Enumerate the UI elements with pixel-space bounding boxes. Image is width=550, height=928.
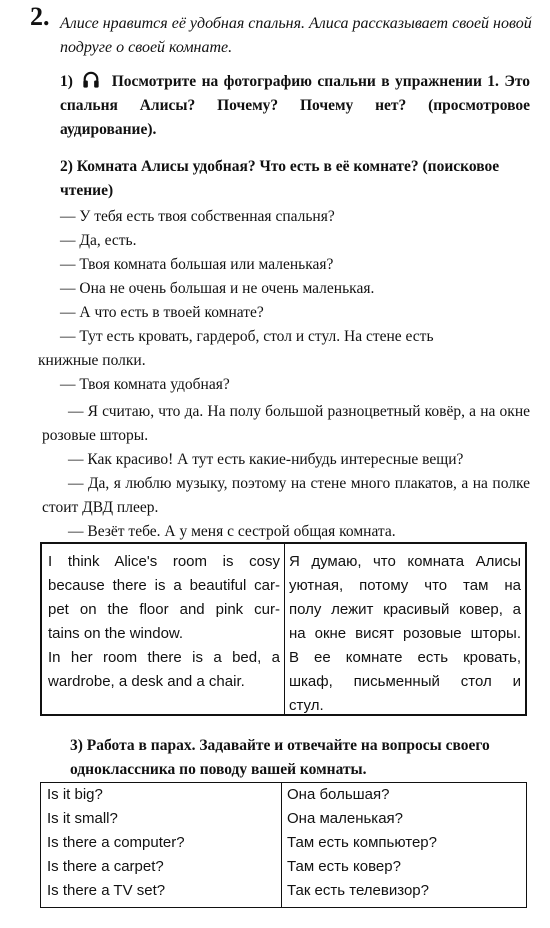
bilingual-table bbox=[40, 542, 527, 716]
english-question: Is there a computer? bbox=[47, 834, 185, 851]
english-question: Is there a carpet? bbox=[47, 858, 164, 875]
task-1-text: Посмотрите на фотографию спальни в упражнении 1. Это спальня Алисы? Почему? Почему нет? (просмотровое аудирование). bbox=[60, 73, 531, 138]
dialogue-paragraph: — Я считаю, что да. На полу большой разноцветный ковёр, а на окне розовые шторы. bbox=[42, 403, 530, 444]
table-row bbox=[41, 831, 526, 855]
table-row bbox=[41, 807, 526, 831]
dialogue-line: книжные полки. bbox=[38, 352, 146, 369]
dialogue-paragraph: — Как красиво! А тут есть какие-нибудь интересные вещи? bbox=[68, 451, 464, 468]
dialogue-part-2 bbox=[42, 400, 530, 544]
english-question: Is it small? bbox=[47, 810, 118, 827]
dialogue-line: — Она не очень большая и не очень маленькая. bbox=[60, 280, 375, 297]
russian-question: Она большая? bbox=[287, 786, 390, 803]
table-row bbox=[41, 855, 526, 879]
russian-column bbox=[289, 550, 521, 718]
english-line: I think Alice's room is cosy bbox=[48, 553, 280, 570]
exercise-number: 2. bbox=[30, 2, 50, 31]
dialogue-line: — Твоя комната большая или маленькая? bbox=[60, 256, 334, 273]
russian-line: уютная, потому что там на bbox=[289, 577, 521, 594]
english-line: because there is a beautiful car- bbox=[48, 577, 280, 594]
english-line: tains on the window. bbox=[48, 625, 184, 642]
task-1-number: 1) bbox=[60, 73, 73, 90]
russian-question: Так есть телевизор? bbox=[287, 882, 429, 899]
table-row bbox=[41, 879, 526, 903]
dialogue-line: — А что есть в твоей комнате? bbox=[60, 304, 264, 321]
headphones-icon bbox=[82, 71, 100, 89]
dialogue-line: — У тебя есть твоя собственная спальня? bbox=[60, 208, 335, 225]
task-1 bbox=[60, 70, 530, 142]
russian-question: Там есть компьютер? bbox=[287, 834, 437, 851]
russian-question: Она маленькая? bbox=[287, 810, 404, 827]
english-line: pet on the floor and pink cur- bbox=[48, 601, 280, 618]
question-table bbox=[40, 782, 527, 908]
column-divider bbox=[284, 544, 285, 714]
english-question: Is it big? bbox=[47, 786, 103, 803]
task-2: 2) Комната Алисы удобная? Что есть в её комнате? (поисковое чтение) bbox=[60, 158, 500, 199]
english-line: In her room there is a bed, a bbox=[48, 649, 280, 666]
task-3: 3) Работа в парах. Задавайте и отвечайте на вопросы своего одноклассника по поводу вашей комнаты. bbox=[70, 737, 490, 778]
russian-line: Я думаю, что комната Алисы bbox=[289, 553, 521, 570]
english-column bbox=[48, 550, 280, 694]
dialogue-line: — Да, есть. bbox=[60, 232, 137, 249]
russian-line: на окне висят розовые шторы. bbox=[289, 625, 521, 642]
dialogue-paragraph: — Везёт тебе. А у меня с сестрой общая комната. bbox=[68, 523, 396, 540]
russian-line: В ее комнате есть кровать, bbox=[289, 649, 521, 666]
dialogue-part-1 bbox=[38, 205, 530, 397]
english-line: wardrobe, a desk and a chair. bbox=[48, 673, 245, 690]
russian-line: стул. bbox=[289, 697, 324, 714]
exercise-intro: Алисе нравится её удобная спальня. Алиса рассказывает своей новой подруге о своей комнате. bbox=[60, 15, 532, 56]
table-row bbox=[41, 783, 526, 807]
dialogue-line: — Твоя комната удобная? bbox=[60, 376, 230, 393]
russian-question: Там есть ковер? bbox=[287, 858, 401, 875]
dialogue-line: — Тут есть кровать, гардероб, стол и стул. На стене есть bbox=[60, 328, 434, 345]
dialogue-paragraph: — Да, я люблю музыку, поэтому на стене много плакатов, а на полке стоит ДВД плеер. bbox=[42, 475, 530, 516]
english-question: Is there a TV set? bbox=[47, 882, 166, 899]
russian-line: шкаф, письменный стол и bbox=[289, 673, 521, 690]
russian-line: полу лежит красивый ковер, а bbox=[289, 601, 521, 618]
